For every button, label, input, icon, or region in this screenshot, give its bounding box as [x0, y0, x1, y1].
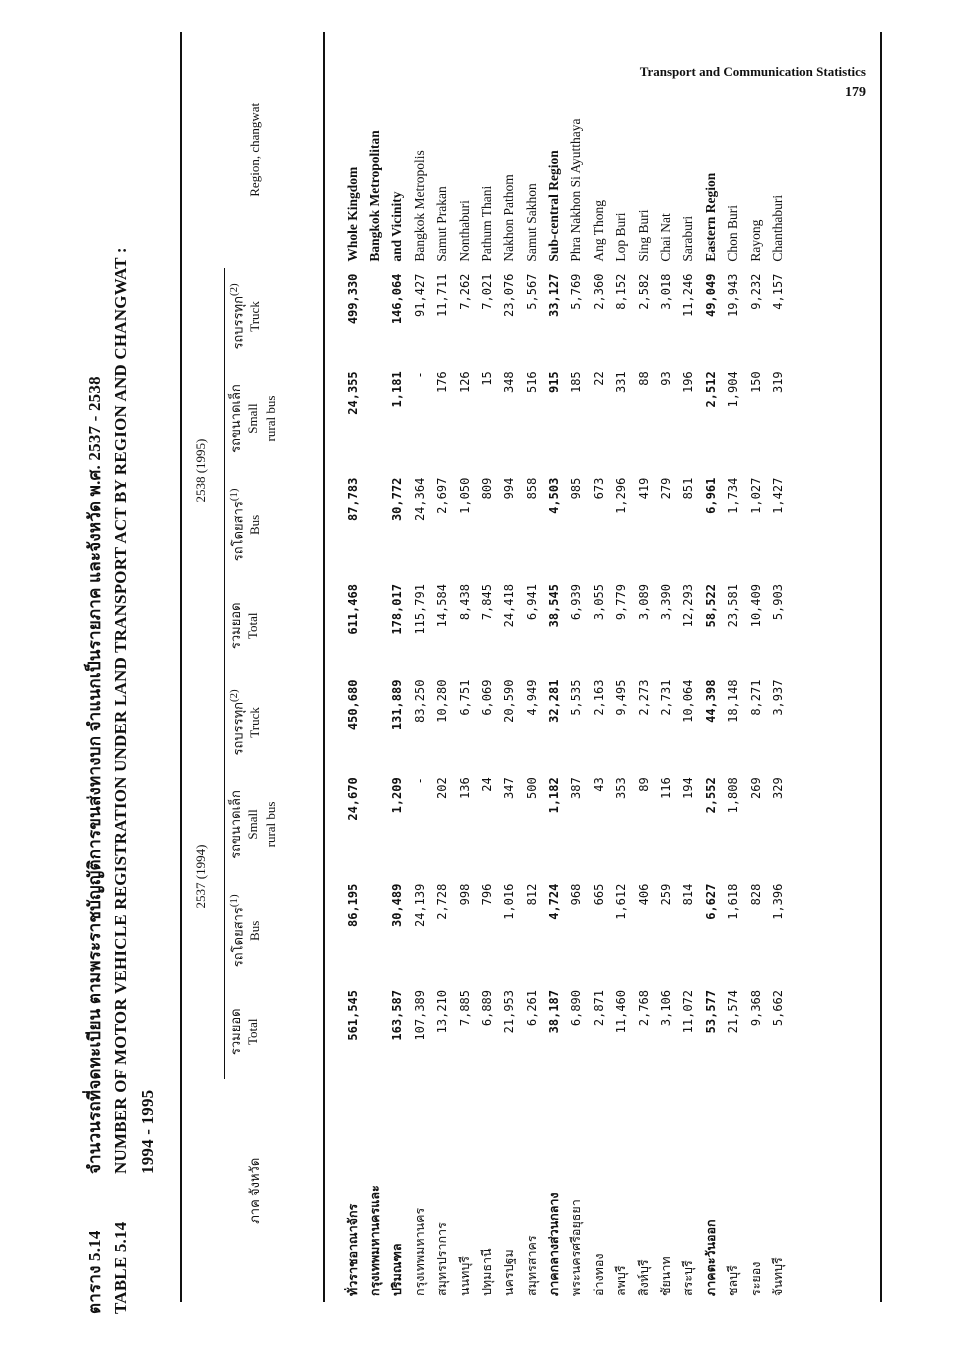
table-top-rule [180, 32, 182, 1302]
row-value: 1,181 [390, 371, 405, 408]
row-value: 6,889 [479, 990, 494, 1027]
row-value: 828 [748, 883, 763, 906]
row-name-thai: สมุทรสาคร [524, 1235, 539, 1296]
header-small-rural-bus: รถขนาดเล็ก Small rural bus [227, 790, 278, 859]
row-value [364, 472, 386, 578]
row-name-english: Pathum Thani [478, 185, 494, 262]
row-value: 2,512 [703, 371, 718, 408]
row-value: 809 [479, 477, 494, 500]
row-value: 10,064 [681, 679, 696, 723]
row-value: 5,769 [569, 273, 584, 310]
title-english-text: NUMBER OF MOTOR VEHICLE REGISTRATION UNDER LAND TRANSPORT ACT BY REGION AND CHANGWAT : [111, 247, 131, 1174]
row-value: 24,670 [345, 777, 360, 821]
row-value: 136 [457, 777, 472, 799]
row-value: 915 [547, 371, 562, 394]
row-value: 7,845 [479, 584, 494, 621]
row-value: 9,495 [614, 679, 629, 716]
row-value [364, 878, 386, 984]
row-value: 269 [748, 777, 763, 799]
row-value: 8,438 [457, 584, 472, 621]
row-value: 21,574 [726, 990, 741, 1034]
row-value: 146,064 [390, 273, 405, 325]
table-row [700, 32, 722, 1302]
row-value: 4,503 [547, 477, 562, 514]
table-row [476, 32, 498, 1302]
row-value [364, 771, 386, 877]
row-value: 6,627 [703, 883, 718, 920]
table-body [341, 32, 789, 1302]
row-name-english: Samut Prakan [434, 186, 450, 262]
row-value: 5,662 [771, 990, 785, 1027]
row-value: 88 [636, 371, 651, 386]
title-english-label: TABLE 5.14 [111, 1221, 131, 1314]
row-name-thai: ปทุมธานี [479, 1248, 494, 1296]
table-row [722, 32, 744, 1302]
row-value: 21,953 [502, 990, 517, 1034]
row-value: 968 [569, 883, 584, 906]
row-value: 1,296 [614, 477, 629, 514]
row-value: 6,069 [479, 679, 494, 716]
row-value: 665 [591, 883, 606, 906]
table-row [521, 32, 543, 1302]
row-name-thai: ชัยนาท [659, 1256, 674, 1296]
row-value: 2,360 [591, 273, 606, 310]
row-value: 353 [614, 777, 629, 799]
row-name-english: Sing Buri [635, 209, 651, 262]
row-value: 673 [591, 477, 606, 500]
row-name-thai: ภาคตะวันออก [703, 1219, 718, 1296]
row-value: 5,535 [569, 679, 584, 716]
row-value: 11,072 [681, 990, 696, 1034]
row-value: 3,937 [771, 679, 785, 716]
header-total: รวมยอด Total [227, 1008, 261, 1056]
table-row [431, 32, 453, 1302]
row-value: 14,584 [435, 584, 450, 628]
vehicle-registration-table [190, 32, 789, 1302]
row-value: 185 [569, 371, 584, 394]
table-row [565, 32, 587, 1302]
row-value: 15 [479, 371, 494, 386]
table-row [409, 32, 431, 1302]
table-row [744, 32, 766, 1302]
row-value: 6,261 [524, 990, 539, 1027]
table-bottom-rule [880, 32, 882, 1302]
row-value: 450,680 [345, 679, 360, 731]
row-value: 30,489 [390, 883, 405, 927]
row-value [364, 365, 386, 471]
row-value: 2,871 [591, 990, 606, 1027]
row-name-thai: กรุงเทพมหานครและ [367, 1185, 382, 1296]
row-value: 2,728 [435, 883, 450, 920]
row-value: 858 [524, 477, 539, 500]
row-name-thai: ชลบุรี [726, 1265, 741, 1296]
title-thai-label: ตาราง 5.14 [85, 1230, 104, 1314]
row-value: 2,552 [703, 777, 718, 814]
title-years-line [135, 54, 161, 1314]
row-value: 2,697 [435, 477, 450, 514]
row-value: 561,545 [345, 990, 360, 1041]
row-value: 1,808 [726, 777, 741, 814]
page-number: 179 [845, 85, 866, 101]
row-value: 24,364 [412, 477, 427, 522]
row-name-thai: สระบุรี [681, 1260, 696, 1296]
row-value: 329 [771, 777, 785, 799]
row-name-english: and Vicinity [389, 191, 405, 262]
row-value: 22 [591, 371, 606, 386]
row-value: 419 [636, 477, 651, 500]
table-row [632, 32, 654, 1302]
row-name-english: Chanthaburi [770, 194, 785, 262]
row-value: 7,262 [457, 273, 472, 310]
row-value: 8,152 [614, 273, 629, 310]
row-value: 24,418 [502, 584, 517, 628]
row-value: 150 [748, 371, 763, 394]
row-value: 259 [659, 883, 674, 906]
row-value: 43 [591, 777, 606, 792]
row-value: 1,734 [726, 477, 741, 514]
row-value: 24,355 [345, 371, 360, 415]
row-value: 3,106 [659, 990, 674, 1027]
row-value: 58,522 [703, 584, 718, 628]
row-value: 10,280 [435, 679, 450, 723]
row-value: 985 [569, 477, 584, 500]
row-value [364, 984, 386, 1080]
row-value: 196 [681, 371, 696, 394]
row-value: 851 [681, 477, 696, 500]
row-value: 107,389 [412, 990, 427, 1041]
row-value: 44,398 [703, 679, 718, 723]
row-value: 406 [636, 883, 651, 906]
row-value: 331 [614, 371, 629, 394]
row-value: 11,460 [614, 990, 629, 1034]
row-value: 38,187 [547, 990, 562, 1034]
row-value: 11,246 [681, 273, 696, 317]
row-value: 20,590 [502, 679, 517, 723]
row-value [364, 578, 386, 674]
row-value: 19,943 [726, 273, 741, 317]
row-name-english: Lop Buri [613, 212, 629, 262]
row-name-thai: ลพบุรี [614, 1265, 629, 1296]
row-value: - [412, 371, 427, 379]
row-name-thai: พระนครศรีอยุธยา [569, 1199, 584, 1296]
title-english-line [108, 54, 134, 1314]
row-value: 1,618 [726, 883, 741, 920]
row-name-english: Rayong [747, 219, 763, 262]
header-bus: รถโดยสาร$^{(1)}$ Bus [227, 488, 263, 562]
row-name-english: Whole Kingdom [344, 166, 360, 262]
title-thai-line [82, 54, 108, 1314]
row-value: 516 [524, 371, 539, 394]
row-value: 23,076 [502, 273, 517, 317]
row-value: 38,545 [547, 584, 562, 628]
table-row [767, 32, 789, 1302]
row-value: 2,768 [636, 990, 651, 1027]
row-value: 178,017 [390, 584, 405, 635]
row-value: 6,941 [524, 584, 539, 621]
row-name-thai: ระยอง [748, 1261, 763, 1296]
row-name-english: Chai Nat [658, 213, 674, 262]
header-region-english: Region, changwat [246, 102, 262, 197]
row-value: 4,157 [771, 273, 785, 310]
row-name-thai: จันทบุรี [771, 1257, 785, 1296]
row-value: 6,751 [457, 679, 472, 716]
table-row [364, 32, 386, 1302]
row-value: 53,577 [703, 990, 718, 1034]
row-value: 86,195 [345, 883, 360, 927]
row-name-thai: ปริมณฑล [390, 1243, 405, 1296]
row-value: 1,612 [614, 883, 629, 920]
row-name-english: Bangkok Metropolitan [366, 130, 382, 262]
row-value: 611,468 [345, 584, 360, 635]
row-value: 163,587 [390, 990, 405, 1041]
row-value: 814 [681, 883, 696, 906]
table-row [453, 32, 475, 1302]
row-name-english: Nakhon Pathom [501, 174, 517, 262]
row-name-thai: นครปฐม [502, 1249, 517, 1296]
row-value: 2,273 [636, 679, 651, 716]
header-region-thai: ภาค จังหวัด [246, 1157, 262, 1224]
header-year-1995: 2538 (1995) [190, 268, 224, 674]
row-value: 8,271 [748, 679, 763, 716]
row-value: 18,148 [726, 679, 741, 723]
row-value: 5,903 [771, 584, 785, 621]
row-name-english: Bangkok Metropolis [411, 150, 427, 262]
row-value: 348 [502, 371, 517, 394]
table-header [190, 32, 341, 1302]
header-truck: รถบรรทุก$^{(2)}$ Truck [227, 689, 263, 756]
row-value: 387 [569, 777, 584, 799]
row-name-english: Samut Sakhon [523, 183, 539, 262]
row-value: 2,731 [659, 679, 674, 716]
row-value: 7,021 [479, 273, 494, 310]
table-row [543, 32, 565, 1302]
header-bus: รถโดยสาร$^{(1)}$ Bus [227, 894, 263, 968]
row-value: 9,232 [748, 273, 763, 310]
row-name-thai: กรุงเทพมหานคร [412, 1207, 427, 1296]
row-value: 3,018 [659, 273, 674, 310]
row-value: 1,050 [457, 477, 472, 514]
header-year-1994: 2537 (1994) [190, 674, 224, 1080]
row-value [364, 268, 386, 366]
row-value: 10,409 [748, 584, 763, 628]
row-value: 4,949 [524, 679, 539, 716]
row-value: 6,939 [569, 584, 584, 621]
row-value: 1,904 [726, 371, 741, 408]
row-value: 116 [659, 777, 674, 799]
row-name-english: Nonthaburi [456, 200, 472, 262]
table-row [677, 32, 699, 1302]
row-value: 176 [435, 371, 450, 394]
row-value: 812 [524, 883, 539, 906]
row-value: 499,330 [345, 273, 360, 325]
row-value: 1,396 [771, 883, 785, 920]
row-name-english: Sub-central Region [546, 150, 562, 262]
row-value: 11,711 [435, 273, 450, 317]
row-value: 3,089 [636, 584, 651, 621]
row-value: 93 [659, 371, 674, 386]
header-total: รวมยอด Total [227, 602, 261, 650]
row-value: 319 [771, 371, 785, 394]
row-value: 87,783 [345, 477, 360, 522]
table-row [655, 32, 677, 1302]
row-value: 30,772 [390, 477, 405, 522]
row-value: 89 [636, 777, 651, 792]
table-row [588, 32, 610, 1302]
row-value: 24,139 [412, 883, 427, 927]
row-value: 347 [502, 777, 517, 799]
title-thai-text: จำนวนรถที่จดทะเบียน ตามพระราชบัญญัติการขนส่งทางบก จำแนกเป็นรายภาค และจังหวัด พ.ศ. 2537 - 2538 [85, 376, 104, 1174]
row-value: 500 [524, 777, 539, 799]
table-row [386, 32, 408, 1302]
row-value: 994 [502, 477, 517, 500]
row-value: 998 [457, 883, 472, 906]
section-title: Transport and Communication Statistics [639, 64, 866, 79]
row-value: 115,791 [412, 584, 427, 635]
row-name-english: Eastern Region [702, 172, 718, 262]
row-value: 279 [659, 477, 674, 500]
row-value: 1,427 [771, 477, 785, 514]
row-name-english: Ang Thong [590, 199, 606, 262]
row-value: - [412, 777, 427, 785]
row-name-english: Chon Buri [725, 204, 741, 262]
row-value: 91,427 [412, 273, 427, 317]
row-value: 6,890 [569, 990, 584, 1027]
row-name-thai: ภาคกลางส่วนกลาง [547, 1192, 562, 1296]
row-value: 2,582 [636, 273, 651, 310]
row-value: 6,961 [703, 477, 718, 514]
row-value: 13,210 [435, 990, 450, 1034]
row-name-english: Saraburi [680, 215, 696, 262]
row-name-thai: อ่างทอง [591, 1253, 606, 1296]
row-value: 3,390 [659, 584, 674, 621]
row-value: 1,027 [748, 477, 763, 514]
table-row [498, 32, 520, 1302]
row-value: 131,889 [390, 679, 405, 731]
table-title [82, 54, 161, 1314]
row-name-thai: ทั่วราชอาณาจักร [345, 1203, 360, 1296]
row-value: 202 [435, 777, 450, 799]
row-value: 4,724 [547, 883, 562, 920]
row-value: 5,567 [524, 273, 539, 310]
row-value: 1,209 [390, 777, 405, 814]
row-name-thai: สิงห์บุรี [636, 1259, 651, 1296]
row-value: 3,055 [591, 584, 606, 621]
row-value: 9,779 [614, 584, 629, 621]
row-value: 24 [479, 777, 494, 792]
row-value: 32,281 [547, 679, 562, 723]
row-name-thai: สมุทรปราการ [435, 1222, 450, 1296]
row-value: 12,293 [681, 584, 696, 628]
row-value: 23,581 [726, 584, 741, 628]
row-value: 49,049 [703, 273, 718, 317]
row-value: 83,250 [412, 679, 427, 723]
row-value: 126 [457, 371, 472, 394]
row-name-english: Phra Nakhon Si Ayutthaya [568, 118, 584, 262]
table-row [341, 32, 363, 1302]
title-years: 1994 - 1995 [137, 1089, 157, 1174]
header-truck: รถบรรทุก$^{(2)}$ Truck [227, 283, 263, 350]
row-value [364, 674, 386, 772]
row-value: 2,163 [591, 679, 606, 716]
row-value: 9,368 [748, 990, 763, 1027]
row-name-thai: นนทบุรี [457, 1256, 472, 1296]
header-small-rural-bus: รถขนาดเล็ก Small rural bus [227, 384, 278, 453]
row-value: 1,182 [547, 777, 562, 814]
row-value: 1,016 [502, 883, 517, 920]
row-value: 194 [681, 777, 696, 799]
row-value: 796 [479, 883, 494, 906]
table-row [610, 32, 632, 1302]
row-value: 7,885 [457, 990, 472, 1027]
row-value: 33,127 [547, 273, 562, 317]
